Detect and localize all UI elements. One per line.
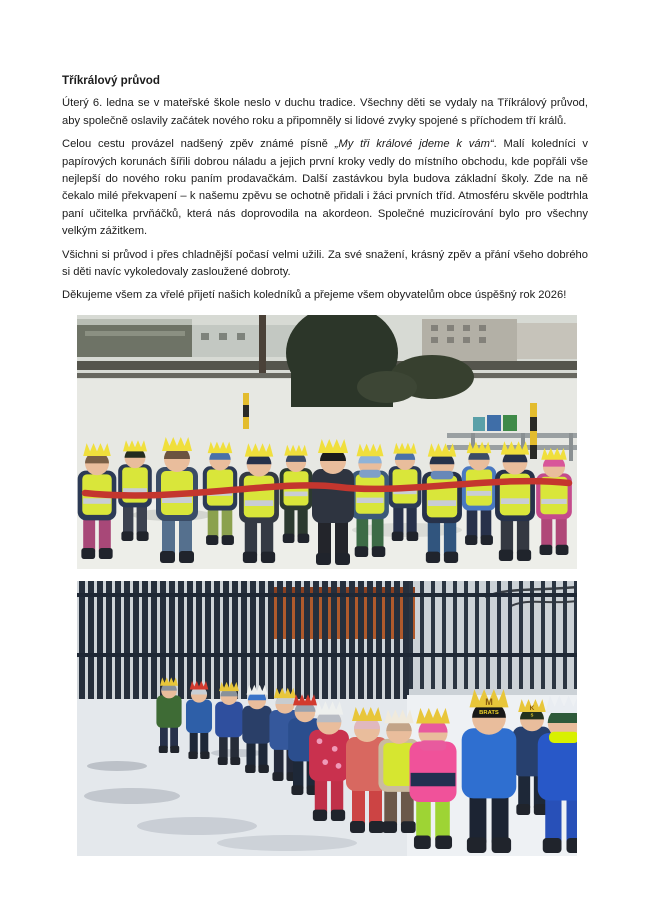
svg-text:M: M: [485, 696, 493, 707]
photo2-fence-rail-top: [77, 593, 577, 597]
paragraph-journey-rest: . Malí koledníci v papírových korunách šířili dobrou náladu a jejich první kroky vedly do místního obchodu, kde popřáli vše nejlepší do nového roku paním prodavačkám. Další zastávkou byla budova základní školy. Zde na ně čekalo milé překvapení – k našemu zpěvu se ochotně přidali i žáci prvních tříd. Atmosféru skvěle podtrhla paní učitelka prvňáčků, která nás doprovodila na akordeon. Společné muzicírování bylo pro všechny velkým zážitkem.: [62, 138, 588, 238]
photo2-fence-rail-mid: [77, 653, 577, 657]
song-title: „My tři králové jdeme k vám“: [334, 138, 494, 151]
paragraph-enjoyment: Všichni si průvod i přes chladnější počasí velmi užili. Za své snažení, krásný zpěv a přání všeho dobrého si děti navíc vykoledovaly zasloužené dobroty.: [62, 248, 588, 279]
paragraph-intro: Úterý 6. ledna se v mateřské škole neslo v duchu tradice. Všechny děti se vydaly na Tříkrálový průvod, aby společně oslavily začátek nového roku a připomněly si lidové zvyky spojené s příchodem tří králů.: [62, 97, 588, 127]
photo-procession-fence-image: [77, 581, 577, 856]
paragraph-thanks: Děkujeme všem za vřelé přijetí našich koledníků a přejeme všem obyvatelům obce úspěšný rok 2026!: [62, 289, 567, 302]
photo1-recycling-bins: [473, 415, 517, 431]
photo-procession-fence: [77, 581, 588, 856]
photo-procession-vests-image: [77, 315, 577, 569]
svg-text:BRATS: BRATS: [479, 709, 499, 716]
svg-text:K: K: [529, 704, 535, 712]
paragraph-journey: [62, 136, 588, 240]
photo-procession-vests: [77, 315, 588, 569]
paragraph-journey-lead: Celou cestu provázel nadšený zpěv známé písně: [62, 138, 335, 151]
svg-text:S: S: [530, 712, 534, 718]
article-title: Tříkrálový průvod: [62, 74, 160, 87]
